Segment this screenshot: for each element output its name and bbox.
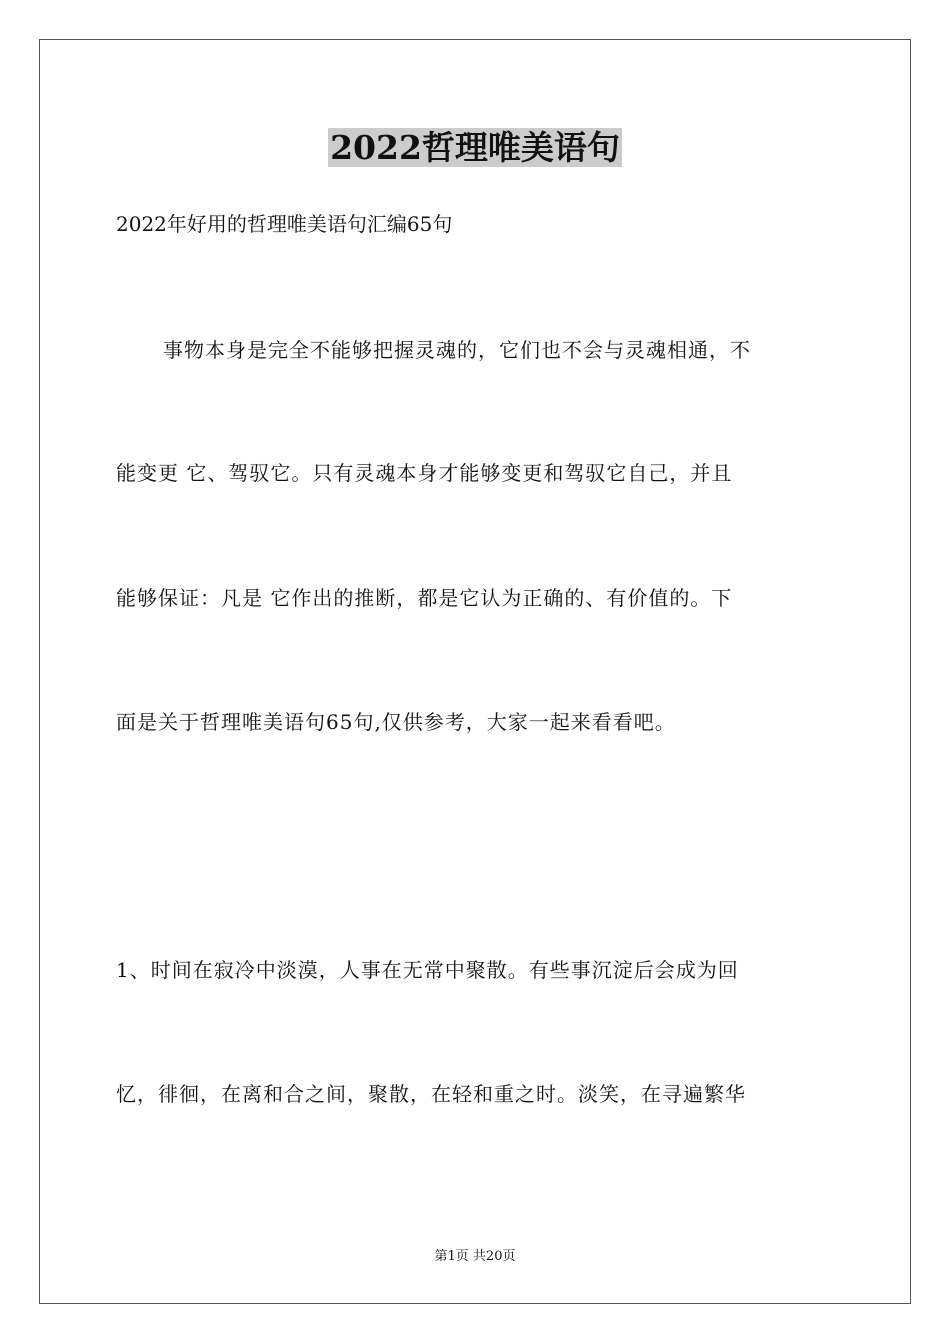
- paragraph-line: 忆，徘徊，在离和合之间，聚散，在轻和重之时。淡笑，在寻遍繁华: [116, 1082, 746, 1106]
- paragraph-line: 能够保证：凡是 它作出的推断，都是它认为正确的、有价值的。下: [116, 586, 733, 610]
- document-subtitle: 2022年好用的哲理唯美语句汇编65句: [116, 212, 453, 236]
- paragraph-line: 1、时间在寂冷中淡漠，人事在无常中聚散。有些事沉淀后会成为回: [116, 958, 739, 982]
- paragraph-line: 能变更 它、驾驭它。只有灵魂本身才能够变更和驾驭它自己，并且: [116, 461, 733, 485]
- paragraph-line: 事物本身是完全不能够把握灵魂的，它们也不会与灵魂相通，不: [163, 338, 751, 362]
- paragraph-line: 面是关于哲理唯美语句65句,仅供参考，大家一起来看看吧。: [116, 710, 676, 734]
- document-title-text: 2022哲理唯美语句: [330, 128, 620, 167]
- page-footer: 第1页 共20页: [434, 1249, 516, 1264]
- document-title: [0, 128, 950, 168]
